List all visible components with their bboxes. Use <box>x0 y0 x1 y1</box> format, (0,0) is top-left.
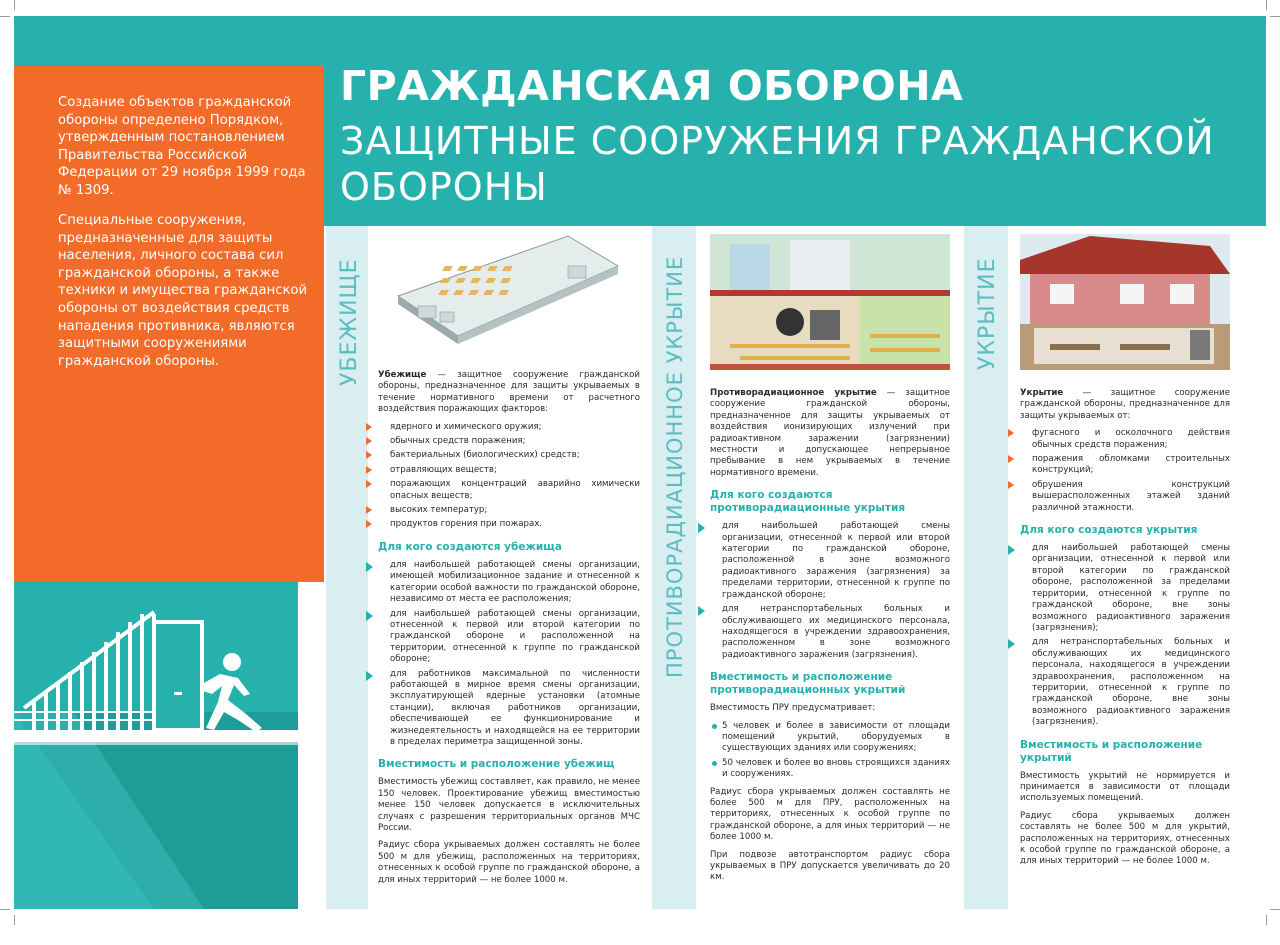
section-heading: Вместимость и расположение противорадиационных укрытий <box>710 671 906 697</box>
paragraph: Вместимость убежищ составляет, как правило, не менее 150 человек. Проектирование убежищ вместимостью менее 150 человек допускается в исключительных случаях с разрешения территориальных органов МЧС России. <box>378 777 640 833</box>
shelter-floorplan-icon <box>378 226 640 356</box>
crop-mark <box>14 915 15 925</box>
shelter-factors-list <box>378 422 640 531</box>
page-subtitle: ЗАЩИТНЫЕ СООРУЖЕНИЯ ГРАЖДАНСКОЙ ОБОРОНЫ <box>340 119 1215 209</box>
radiation-shelter-basement-icon <box>710 234 950 374</box>
crop-mark <box>0 16 10 17</box>
list-item: для наибольшей работающей смены организации, имеющей мобилизационное задание и отнесенной к категории особой важности по гражданской обороне, независимо от места ее расположения; <box>378 560 640 606</box>
column-label-cover <box>968 226 1004 909</box>
definition-text: — защитное сооружение гражданской обороны, предназначенное для защиты укрываемых от: <box>1020 388 1230 421</box>
list-item: поражения обломками строительных конструкций; <box>1020 454 1230 477</box>
crop-mark <box>1270 16 1280 17</box>
cover-factors-list <box>1020 428 1230 514</box>
running-person-exit-door-icon <box>14 582 298 909</box>
radiation-shelter-definition <box>710 388 950 479</box>
section-heading: Для кого создаются противорадиационные укрытия <box>710 489 906 515</box>
crop-mark <box>1266 915 1267 925</box>
list-item: отравляющих веществ; <box>378 465 640 476</box>
list-item: для нетранспортабельных больных и обслуживающих их медицинского персонала, находящегося в учреждении здравоохранения, расположенном на территории, отнесенной к группе по гражданской обороне, вне зоны возможного радиоактивного заражения (загрязнения). <box>1020 637 1230 728</box>
term: Убежище <box>378 370 427 380</box>
list-item: бактериальных (биологических) средств; <box>378 450 640 461</box>
vertical-label: ПРОТИВОРАДИАЦИОННОЕ УКРЫТИЕ <box>663 255 687 678</box>
intro-panel <box>14 66 324 582</box>
paragraph: Радиус сбора укрываемых должен составлять не более 500 м для ПРУ, расположенных на территориях, отнесенных к особой группе по гражданской обороне, а для иных территорий — не более 1000 м. <box>710 786 950 843</box>
crop-mark <box>14 0 15 10</box>
intro-paragraph-2: Специальные сооружения, предназначенные для защиты населения, личного состава сил гражданской обороны, а также техники и имущества гражданской обороны от воздействия средств нападения противника, являются защитными сооружениями гражданской обороны. <box>58 213 308 369</box>
paragraph: При подвозе автотранспортом радиус сбора укрываемых в ПРУ допускается увеличивать до 20 км. <box>710 849 950 883</box>
list-item: фугасного и осколочного действия обычных средств поражения; <box>1020 428 1230 451</box>
house-with-basement-shelter-icon <box>1020 234 1230 374</box>
list-item: для наибольшей работающей смены организации, отнесенной к первой или второй категории по гражданской обороне, расположенной за пределами территории, отнесенной к группе по гражданской обороне, вне зоны возможного радиоактивного заражения (загрязнения); <box>1020 543 1230 634</box>
term: Укрытие <box>1020 388 1064 398</box>
crop-mark <box>0 909 10 910</box>
list-item: обычных средств поражения; <box>378 436 640 447</box>
definition-text: — защитное сооружение гражданской обороны, предназначенное для защиты укрываемых от воздействия ионизирующих излучений при радиоактивном заражении (загрязнении) местности и допускающее непрерывное пребывание в нем укрываемых в течение нормативного времени. <box>710 388 951 478</box>
section-heading: Вместимость и расположение укрытий <box>1020 738 1203 764</box>
column-radiation-shelter <box>710 226 950 890</box>
cover-for-whom-list <box>1020 543 1230 729</box>
section-heading: Вместимость и расположение убежищ <box>378 758 615 771</box>
column-shelter <box>378 226 640 892</box>
list-item: обрушения конструкций вышерасположенных этажей зданий различной этажности. <box>1020 480 1230 514</box>
paragraph: Вместимость укрытий не нормируется и принимается в зависимости от площади используемых помещений. <box>1020 770 1230 804</box>
column-label-shelter <box>329 226 365 909</box>
list-item: для наибольшей работающей смены организации, отнесенной к первой или второй категории по гражданской обороне и расположенной на территории, отнесенной к группе по гражданской обороне; <box>378 609 640 666</box>
list-item: высоких температур; <box>378 505 640 516</box>
cover-definition <box>1020 388 1230 422</box>
list-item: 5 человек и более в зависимости от площади помещений укрытий, оборудуемых в существующих зданиях или сооружениях; <box>710 721 950 755</box>
column-label-radiation <box>656 226 692 909</box>
paragraph: Радиус сбора укрываемых должен составлять не более 500 м для убежищ, расположенных на территориях, отнесенных к особой группе по гражданской обороне, а для иных территорий — не более 1000 м. <box>378 840 640 885</box>
capacity-list <box>710 721 950 781</box>
list-item: для нетранспортабельных больных и обслуживающего их медицинского персонала, находящегося в учреждении здравоохранения, расположенном в зоне возможного радиоактивного заражения (загрязнения). <box>710 604 950 661</box>
column-cover <box>1020 226 1230 874</box>
list-item: поражающих концентраций аварийно химически опасных веществ; <box>378 479 640 502</box>
paragraph: Вместимость ПРУ предусматривает: <box>710 703 876 714</box>
vertical-label: УКРЫТИЕ <box>975 257 1000 370</box>
list-item: продуктов горения при пожарах. <box>378 519 640 530</box>
section-heading: Для кого создаются убежища <box>378 540 562 553</box>
list-item: для работников максимальной по численности работающей в мирное время смены организации, эксплуатирующей ядерные установки (атомные станции), включая работников организации, обеспечивающей ее функционирование и жизнедеятельность и находящейся на ее территории в пределах периметра защищенной зоны. <box>378 669 640 749</box>
list-item: 50 человек и более во вновь строящихся зданиях и сооружениях. <box>710 758 950 781</box>
crop-mark <box>1270 909 1280 910</box>
vertical-label: УБЕЖИЩЕ <box>337 258 362 386</box>
list-item: для наибольшей работающей смены организации, отнесенной к первой или второй категории по гражданской обороне, расположенной в зоне возможного радиоактивного заражения (загрязнения) за пределами территории, отнесенной к группе по гражданской обороне; <box>710 521 950 601</box>
definition-text: — защитное сооружение гражданской обороны, предназначенное для защиты укрываемых в течение нормативного времени от расчетного воздействия поражающих факторов: <box>378 370 640 415</box>
radiation-for-whom-list <box>710 521 950 661</box>
shelter-definition <box>378 370 640 416</box>
paragraph: Радиус сбора укрываемых должен составлять не более 500 м для укрытий, расположенных на территориях, отнесенных к особой группе по гражданской обороне, а для иных территорий — не более 1000 м. <box>1020 810 1230 867</box>
page-title: ГРАЖДАНСКАЯ ОБОРОНА <box>340 62 964 110</box>
shelter-for-whom-list <box>378 560 640 749</box>
section-heading: Для кого создаются укрытия <box>1020 524 1198 537</box>
term: Противорадиационное укрытие <box>710 388 877 398</box>
intro-paragraph-1: Создание объектов гражданской обороны определено Порядком, утвержденным постановлением Правительства Российской Федерации от 29 ноября 1999 года № 1309. <box>58 95 306 198</box>
list-item: ядерного и химического оружия; <box>378 422 640 433</box>
crop-mark <box>1266 0 1267 10</box>
